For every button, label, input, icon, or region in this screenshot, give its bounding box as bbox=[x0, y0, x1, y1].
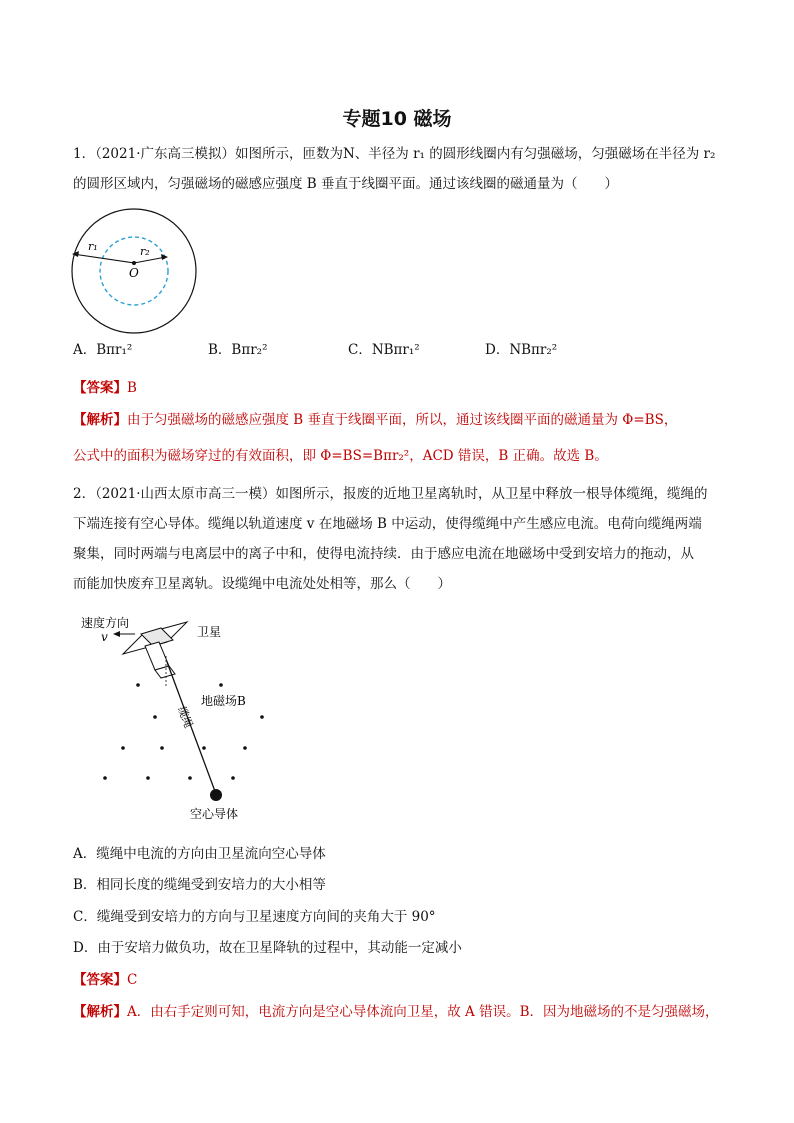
q1-analysis-text1: 由于匀强磁场的磁感应强度 B 垂直于线圈平面，所以，通过该线圈平面的磁通量为 Φ=BS， bbox=[127, 412, 678, 428]
q1-figure-circles bbox=[68, 205, 204, 341]
conductor-label: 空心导体 bbox=[190, 807, 239, 821]
q2-analysis-line1 bbox=[73, 1000, 723, 1024]
page-title: 专题10 磁场 bbox=[342, 108, 452, 130]
velocity-direction-label: 速度方向 bbox=[81, 616, 130, 630]
q2-answer-value: C bbox=[127, 972, 138, 988]
q2-stem-line4: 而能加快废弃卫星离轨。设缆绳中电流处处相等，那么（ ） bbox=[73, 576, 451, 592]
label-r2: r₂ bbox=[140, 245, 150, 258]
q2-stem-line3: 聚集，同时两端与电离层中的离子中和，使得电流持续．由于感应电流在地磁场中受到安培力的拖动，从 bbox=[73, 546, 694, 562]
velocity-v-label: v bbox=[101, 630, 108, 644]
q2-answer-label: 【答案】 bbox=[73, 972, 127, 988]
q1-option-d: D．NBπr₂² bbox=[485, 342, 558, 358]
label-r1: r₁ bbox=[88, 240, 98, 253]
q2-analysis-text1: A．由右手定则可知，电流方向是空心导体流向卫星，故 A 错误。B．因为地磁场的不是匀强磁场， bbox=[127, 1004, 719, 1020]
q1-answer-label: 【答案】 bbox=[73, 380, 127, 396]
q2-option-b: B．相同长度的缆绳受到安培力的大小相等 bbox=[73, 877, 326, 893]
q2-stem-line2: 下端连接有空心导体。缆绳以轨道速度 v 在地磁场 B 中运动，使得缆绳中产生感应电流。电荷向缆绳两端 bbox=[73, 516, 702, 532]
field-label: 地磁场B bbox=[201, 694, 246, 708]
q2-stem-line1: 2．（2021·山西太原市高三一模）如图所示，报废的近地卫星离轨时，从卫星中释放一根导体缆绳，缆绳的 bbox=[73, 486, 708, 502]
q1-option-a: A．Bπr₁² bbox=[73, 342, 133, 358]
label-center-o: O bbox=[129, 266, 139, 280]
q1-analysis-line1 bbox=[73, 408, 723, 432]
q2-answer bbox=[73, 968, 723, 992]
q2-option-a: A．缆绳中电流的方向由卫星流向空心导体 bbox=[73, 846, 326, 862]
center-point bbox=[132, 261, 136, 265]
q1-analysis-label: 【解析】 bbox=[73, 412, 127, 428]
velocity-arrowhead bbox=[113, 631, 120, 637]
q2-option-d: D．由于安培力做负功，故在卫星降轨的过程中，其动能一定减小 bbox=[73, 940, 462, 956]
satellite-label: 卫星 bbox=[197, 625, 222, 639]
q1-stem-line1: 1．（2021·广东高三模拟）如图所示，匝数为N、半径为 r₁ 的圆形线圈内有匀强磁场，匀强磁场在半径为 r₂ bbox=[73, 146, 716, 162]
tether-line bbox=[167, 662, 216, 794]
q2-option-c: C．缆绳受到安培力的方向与卫星速度方向间的夹角大于 90° bbox=[73, 909, 436, 925]
radius-r2-line bbox=[134, 257, 166, 263]
q1-option-c: C．NBπr₁² bbox=[348, 342, 420, 358]
q1-analysis-line2: 公式中的面积为磁场穿过的有效面积，即 Φ=BS=Bπr₂²，ACD 错误，B 正确。故选 B。 bbox=[73, 448, 608, 464]
q1-answer bbox=[73, 376, 723, 400]
q1-option-b: B．Bπr₂² bbox=[208, 342, 268, 358]
q2-figure-satellite bbox=[75, 608, 285, 828]
q1-answer-value: B bbox=[127, 380, 137, 396]
hollow-conductor-ball bbox=[210, 789, 222, 801]
q1-stem-line2: 的圆形区域内，匀强磁场的磁感应强度 B 垂直于线圈平面。通过该线圈的磁通量为（ ） bbox=[73, 176, 619, 192]
tether-label: 缆绳 bbox=[174, 704, 196, 730]
q2-analysis-label: 【解析】 bbox=[73, 1004, 127, 1020]
satellite-body bbox=[123, 622, 187, 678]
